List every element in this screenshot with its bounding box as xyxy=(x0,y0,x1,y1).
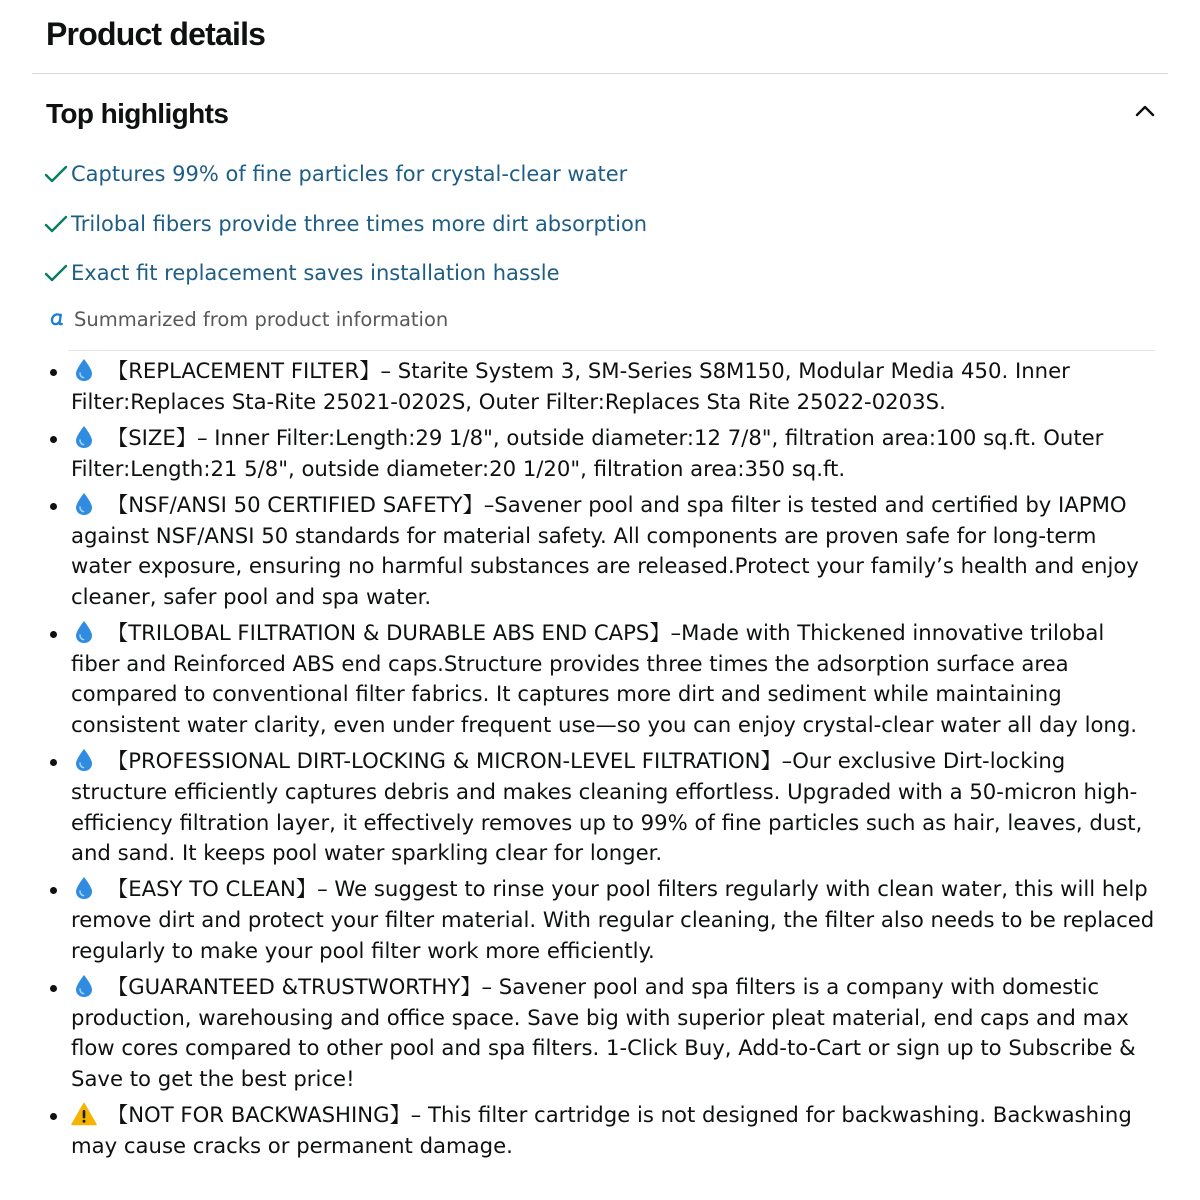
feature-text: 【GUARANTEED &TRUSTWORTHY】– Savener pool and spa filters is a company with domestic production, warehousing and office space. Save big with superior pleat material, end caps and max flow cores compared to other pool and spa filters. 1-Click Buy, Add-to-Cart or sign up to Subscribe & Save to get the best price! xyxy=(71,974,1136,1091)
feature-text: 【NOT FOR BACKWASHING】– This filter cartridge is not designed for backwashing. Backwashing may cause cracks or permanent damage. xyxy=(71,1102,1132,1158)
feature-bullet xyxy=(48,746,1158,868)
bullet-dot xyxy=(50,759,57,766)
highlight-item xyxy=(44,206,647,242)
droplet-icon xyxy=(71,358,97,382)
feature-bullets xyxy=(48,356,1158,1167)
feature-bullet xyxy=(48,490,1158,612)
bullet-dot xyxy=(50,503,57,510)
highlight-text: Captures 99% of fine particles for crystal-clear water xyxy=(71,162,628,186)
droplet-icon xyxy=(71,425,97,449)
top-highlights-title[interactable]: Top highlights xyxy=(46,98,229,129)
highlights-list xyxy=(44,156,647,305)
page-title: Product details xyxy=(46,16,266,52)
check-icon xyxy=(44,214,68,234)
droplet-icon xyxy=(71,876,97,900)
check-icon xyxy=(44,263,68,283)
feature-text: 【NSF/ANSI 50 CERTIFIED SAFETY】–Savener pool and spa filter is tested and certified by IAPMO against NSF/ANSI 50 standards for material safety. All components are proven safe for long-term water exposure, ensuring no harmful substances are released.Protect your family’s health and enjoy cleaner, safer pool and spa water. xyxy=(71,491,1139,609)
feature-bullet xyxy=(48,356,1158,417)
bullet-dot xyxy=(50,436,57,443)
bullet-dot xyxy=(50,631,57,638)
amazon-ai-icon xyxy=(46,308,68,330)
ai-summary-note xyxy=(46,304,448,334)
highlight-item xyxy=(44,156,647,192)
droplet-icon xyxy=(71,620,97,644)
droplet-icon xyxy=(71,492,97,516)
bullet-dot xyxy=(50,985,57,992)
summary-text: Summarized from product information xyxy=(74,307,449,331)
bullet-dot xyxy=(50,887,57,894)
feature-bullet xyxy=(48,874,1158,966)
divider xyxy=(32,73,1168,74)
check-icon xyxy=(44,164,68,184)
highlight-item xyxy=(44,255,647,291)
feature-bullet xyxy=(48,972,1158,1094)
feature-text: 【PROFESSIONAL DIRT-LOCKING & MICRON-LEVEL FILTRATION】–Our exclusive Dirt-locking structure efficiently captures debris and makes cleaning effortless. Upgraded with a 50-micron high-efficiency filtration layer, it effectively removes up to 99% of fine particles such as hair, leaves, dust, and sand. It keeps pool water sparkling clear for longer. xyxy=(71,748,1143,866)
droplet-icon xyxy=(71,974,97,998)
highlight-text: Exact fit replacement saves installation hassle xyxy=(71,261,560,285)
chevron-up-icon xyxy=(1135,105,1155,117)
feature-text: 【EASY TO CLEAN】– We suggest to rinse your pool filters regularly with clean water, this will help remove dirt and protect your filter material. With regular cleaning, the filter also needs to be replaced regularly to make your pool filter work more efficiently. xyxy=(71,876,1155,963)
bullet-dot xyxy=(50,369,57,376)
feature-text: 【TRILOBAL FILTRATION & DURABLE ABS END CAPS】–Made with Thickened innovative trilobal fiber and Reinforced ABS end caps.Structure provides three times the adsorption surface area compared to conventional filter fabrics. It captures more dirt and sediment while maintaining consistent water clarity, even under frequent use—so you can enjoy crystal-clear water all day long. xyxy=(71,620,1138,737)
feature-text: 【SIZE】– Inner Filter:Length:29 1/8", outside diameter:12 7/8", filtration area:100 sq.ft. Outer Filter:Length:21 5/8", outside diameter:20 1/20", filtration area:350 sq.ft. xyxy=(71,424,1104,481)
feature-bullet xyxy=(48,423,1158,484)
feature-bullet xyxy=(48,1100,1158,1161)
highlight-text: Trilobal fibers provide three times more dirt absorption xyxy=(71,211,648,236)
droplet-icon xyxy=(71,748,97,772)
divider xyxy=(68,350,1155,351)
warning-icon xyxy=(71,1102,97,1126)
feature-bullet xyxy=(48,618,1158,740)
collapse-button[interactable] xyxy=(1128,96,1162,126)
feature-text: 【REPLACEMENT FILTER】– Starite System 3, SM-Series S8M150, Modular Media 450. Inner Filter:Replaces Sta-Rite 25021-0202S, Outer Filter:Replaces Sta Rite 25022-0203S. xyxy=(71,358,1070,414)
bullet-dot xyxy=(50,1113,57,1120)
